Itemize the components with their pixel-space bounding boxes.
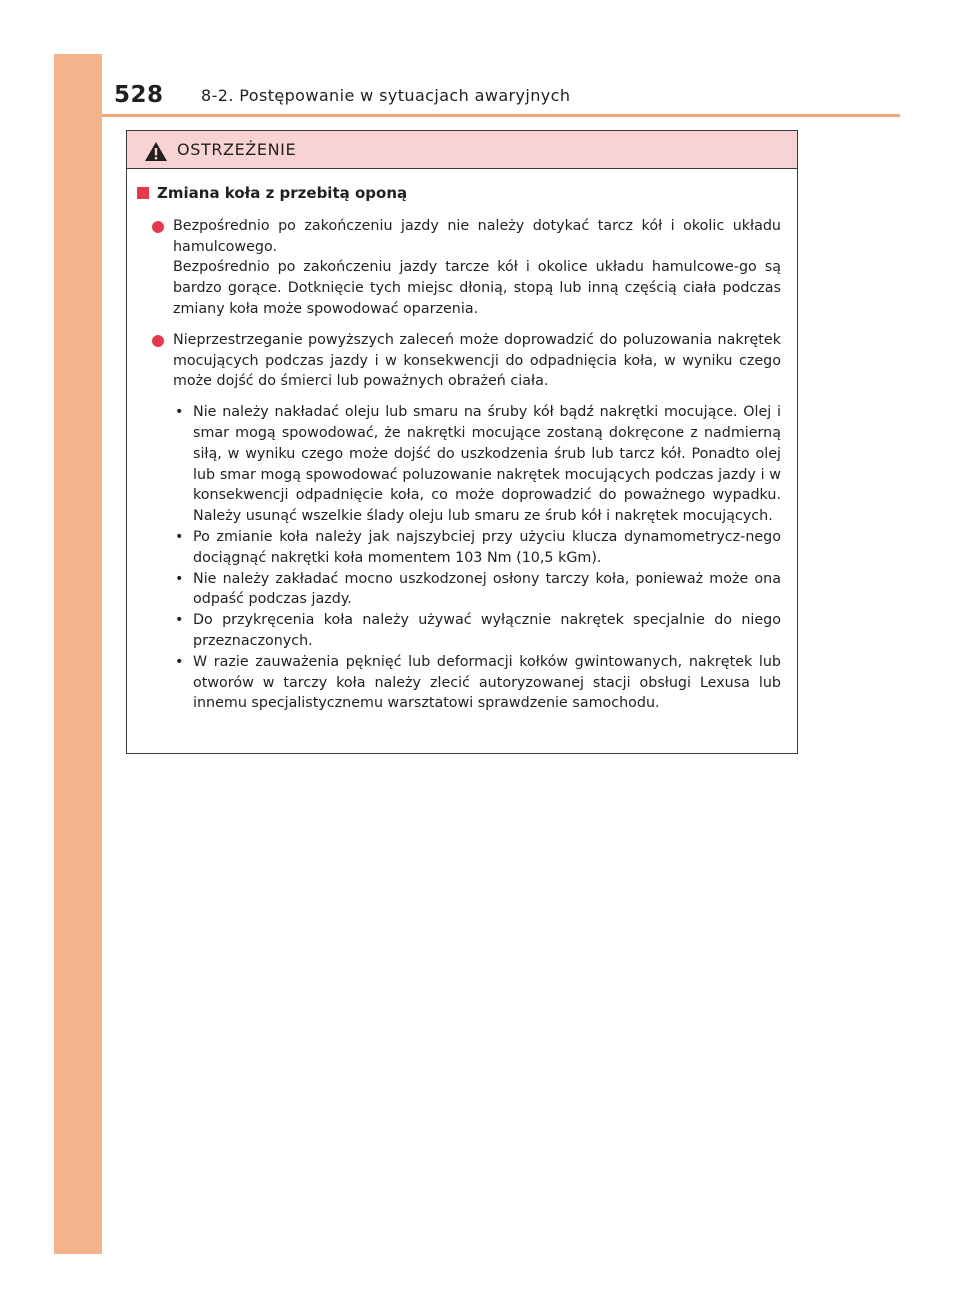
sublist-item xyxy=(137,652,781,714)
page-number: 528 xyxy=(114,82,164,108)
chapter-side-tab xyxy=(54,54,102,1254)
warning-header xyxy=(127,131,797,169)
sublist-item xyxy=(137,527,781,569)
warning-subheading-text: Zmiana koła z przebitą oponą xyxy=(157,184,408,202)
circle-bullet-icon xyxy=(152,221,164,233)
warning-triangle-icon xyxy=(144,141,168,162)
warning-item-1-line-1: Bezpośrednio po zakończeniu jazdy nie należy dotykać tarcz kół i okolic układu hamulcowego. xyxy=(173,217,781,255)
section-title: 8-2. Postępowanie w sytuacjach awaryjnych xyxy=(201,86,571,105)
sublist-item-text: Po zmianie koła należy jak najszybciej przy użyciu klucza dynamometrycz-nego dociągnąć nakrętki koła momentem 103 Nm (10,5 kGm). xyxy=(193,528,781,566)
sublist-item-text: Do przykręcenia koła należy używać wyłącznie nakrętek specjalnie do niego przeznaczonych. xyxy=(193,612,781,649)
sublist-item-text: W razie zauważenia pęknięć lub deformacji kołków gwintowanych, nakrętek lub otworów w tarczy koła należy zlecić autoryzowanej stacji obsługi Lexusa lub innemu specjalistycznemu warsztatowi sprawdzenie samochodu. xyxy=(193,653,781,712)
warning-title: OSTRZEŻENIE xyxy=(177,140,297,159)
circle-bullet-icon xyxy=(152,335,164,347)
dot-bullet-icon: • xyxy=(175,612,184,629)
dot-bullet-icon: • xyxy=(175,528,184,545)
warning-sublist xyxy=(137,402,781,714)
sublist-item xyxy=(137,610,781,652)
dot-bullet-icon: • xyxy=(175,404,184,421)
warning-subheading xyxy=(137,183,781,204)
warning-body xyxy=(127,169,797,714)
page-header xyxy=(102,80,900,117)
square-bullet-icon xyxy=(137,187,149,199)
sublist-item-text: Nie należy zakładać mocno uszkodzonej osłony tarczy koła, ponieważ może ona odpaść podczas jazdy. xyxy=(193,570,781,608)
sublist-item xyxy=(137,402,781,527)
dot-bullet-icon: • xyxy=(175,653,184,670)
sublist-item-text: Nie należy nakładać oleju lub smaru na śruby kół bądź nakrętki mocujące. Olej i smar mogą spowodować, że nakrętki mocujące zostaną dokręcone z nadmierną siłą, w wyniku czego może dojść do uszkodzenia śrub lub tarcz kół. Ponadto olej lub smar mogą spowodować poluzowanie nakrętek mocujących podczas jazdy i w konsekwencji odpadnięcie koła, co może doprowadzić do poważnego wypadku. Należy usunąć wszelkie ślady oleju lub smaru ze śrub kół i nakrętek mocujących. xyxy=(193,404,781,525)
warning-box xyxy=(126,130,798,754)
sublist-item xyxy=(137,569,781,611)
warning-item-2 xyxy=(137,330,781,392)
dot-bullet-icon: • xyxy=(175,570,184,587)
warning-item-1-line-2: Bezpośrednio po zakończeniu jazdy tarcze kół i okolice układu hamulcowe-go są bardzo gorące. Dotknięcie tych miejsc dłonią, stopą lub inną częścią ciała podczas zmiany koła może spowodować oparzenia. xyxy=(173,259,781,317)
warning-item-2-line-1: Nieprzestrzeganie powyższych zaleceń może doprowadzić do poluzowania nakrętek mocujących podczas jazdy i w konsekwencji do odpadnięcia koła, w wyniku czego może dojść do śmierci lub poważnych obrażeń ciała. xyxy=(173,331,781,390)
warning-item-1 xyxy=(137,216,781,320)
